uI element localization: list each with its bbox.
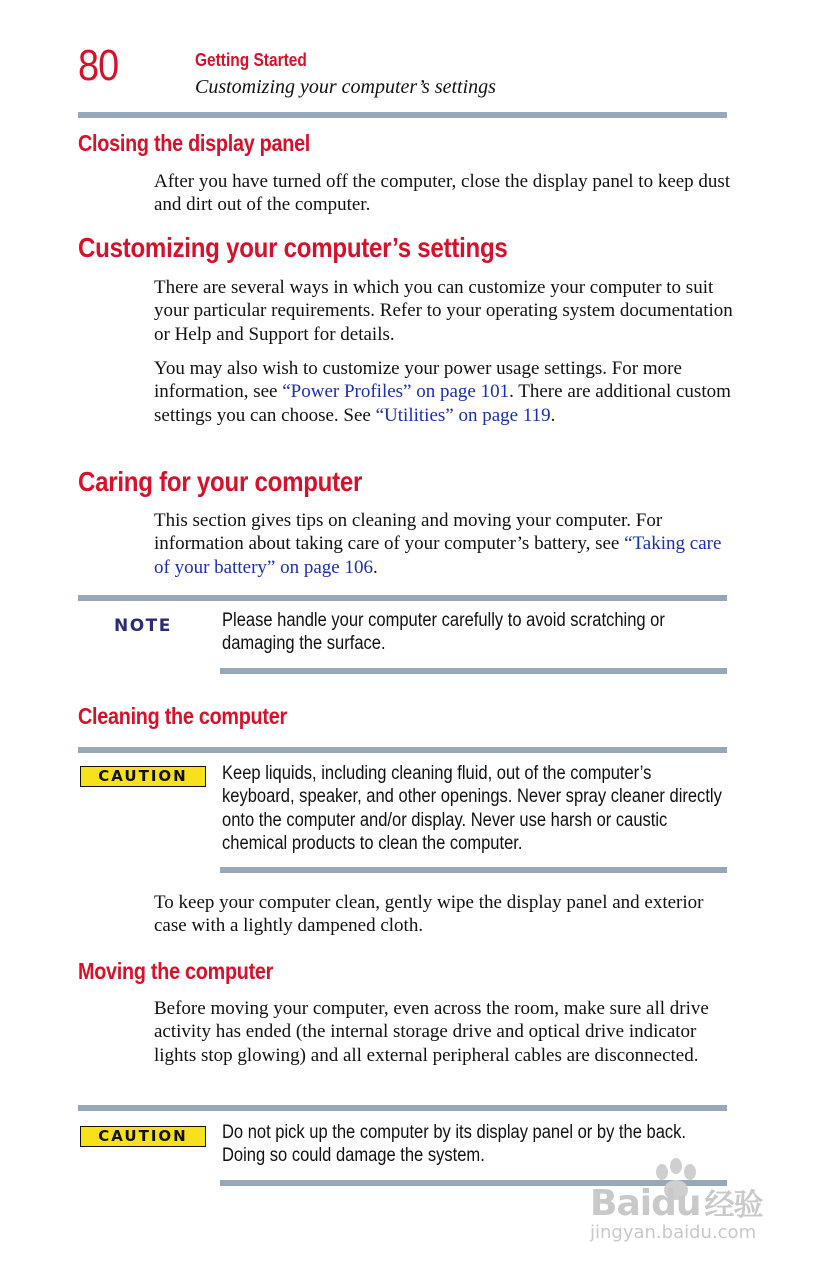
watermark-logo: [590, 1180, 762, 1224]
note-label: NOTE: [114, 616, 172, 636]
caution-1-bottom-rule: [220, 867, 727, 873]
customizing-p2-text-c: .: [550, 404, 556, 426]
note-bottom-rule: [220, 668, 727, 674]
customizing-paragraph-2: [154, 357, 734, 427]
link-power-profiles[interactable]: “Power Profiles” on page 101: [282, 381, 510, 403]
watermark-logo-cn: 经验: [704, 1188, 763, 1223]
customizing-p2-text-b: . There are additional custom settings you can choose. See: [154, 381, 731, 426]
heading-moving-computer: Moving the computer: [78, 958, 274, 984]
header-rule: [78, 112, 727, 118]
heading-closing-display-panel: Closing the display panel: [78, 130, 311, 156]
link-taking-care-battery[interactable]: “Taking care of your battery” on page 106: [154, 533, 722, 578]
watermark-logo-text: Baidu: [590, 1183, 701, 1224]
caution-text-2: Do not pick up the computer by its display panel or by the back. Doing so could damage the system.: [222, 1122, 687, 1167]
customizing-paragraph-1: There are several ways in which you can customize your computer to suit your particular requirements. Refer to your operating system documentation or Help and Support for details.: [154, 277, 733, 345]
page-number: 80: [78, 41, 119, 90]
heading-caring-for-computer: Caring for your computer: [78, 466, 363, 497]
caution-text-1: Keep liquids, including cleaning fluid, out of the computer’s keyboard, speaker, and other openings. Never spray cleaner directly onto the computer and/or display. Never use harsh or caustic chemical products to clean the computer.: [222, 763, 722, 855]
note-text: Please handle your computer carefully to avoid scratching or damaging the surface.: [222, 610, 665, 655]
customizing-p2-text-a: You may also wish to customize your power usage settings. For more information, see: [154, 358, 682, 403]
heading-cleaning-computer: Cleaning the computer: [78, 703, 287, 729]
caution-2-top-rule: [78, 1105, 727, 1111]
caution-label-1: CAUTION: [80, 766, 206, 787]
chapter-title: Getting Started: [195, 50, 307, 70]
caution-1-top-rule: [78, 747, 727, 753]
closing-paragraph: After you have turned off the computer, close the display panel to keep dust and dirt out of the computer.: [154, 171, 731, 216]
watermark-url: jingyan.baidu.com: [590, 1222, 757, 1243]
section-title: Customizing your computer’s settings: [195, 76, 496, 98]
caution-label-2: CAUTION: [80, 1126, 206, 1147]
caring-text-a: This section gives tips on cleaning and moving your computer. For information about taking care of your computer’s battery, see: [154, 510, 663, 555]
caring-text-c: .: [372, 556, 378, 578]
moving-paragraph: Before moving your computer, even across the room, make sure all drive activity has ended (the internal storage drive and optical drive indicator lights stop glowing) and all external peripheral cables are disconnected.: [154, 998, 709, 1066]
cleaning-paragraph: To keep your computer clean, gently wipe the display panel and exterior case with a lightly dampened cloth.: [154, 892, 704, 937]
note-top-rule: [78, 595, 727, 601]
heading-customizing-settings: Customizing your computer’s settings: [78, 232, 508, 263]
caring-paragraph: [154, 509, 734, 579]
link-utilities[interactable]: “Utilities” on page 119: [375, 404, 551, 426]
